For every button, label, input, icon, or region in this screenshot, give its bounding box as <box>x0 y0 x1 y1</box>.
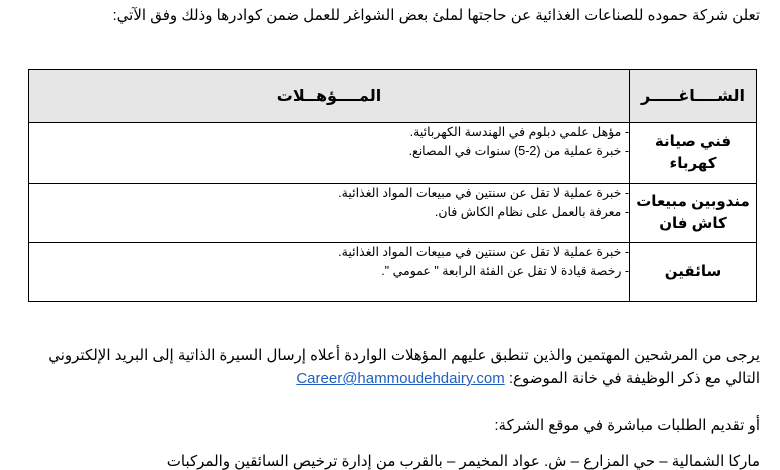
header-qualifications: المــــؤهــلات <box>29 70 630 123</box>
apply-line <box>20 367 760 390</box>
job-title-line: كاش فان <box>659 215 727 232</box>
table-row <box>29 123 757 184</box>
qualification-item: - مؤهل علمي دبلوم في الهندسة الكهربائية. <box>409 125 629 139</box>
job-title-line: سائقين <box>664 263 722 280</box>
qualification-item: - خبرة عملية لا تقل عن سنتين في مبيعات المواد الغذائية. <box>338 245 629 259</box>
job-title <box>630 184 757 243</box>
company-address: ماركا الشمالية – حي المزارع – ش. عواد المخيمر – بالقرب من إدارة ترخيص السائقين والمركبات <box>166 453 760 470</box>
job-title <box>630 243 757 302</box>
direct-apply-text: أو تقديم الطلبات مباشرة في موقع الشركة: <box>494 417 760 434</box>
job-qualifications <box>29 123 630 184</box>
job-qualifications <box>29 243 630 302</box>
job-title-line: كهرباء <box>669 155 717 172</box>
header-title: الشــــاغـــــر <box>630 70 757 123</box>
qualification-item: - خبرة عملية من (2-5) سنوات في المصانع. <box>408 144 629 158</box>
email-link[interactable]: Career@hammoudehdairy.com <box>296 370 505 387</box>
job-title-line: فني صيانة <box>654 133 732 150</box>
table-row <box>29 184 757 243</box>
apply-line: يرجى من المرشحين المهتمين والذين تنطبق عليهم المؤهلات الواردة أعلاه إرسال السيرة الذاتية إلى البريد الإلكتروني <box>48 347 760 364</box>
intro-text: تعلن شركة حموده للصناعات الغذائية عن حاجتها لملئ بعض الشواغر للعمل ضمن كوادرها وذلك وفق الآتي: <box>112 7 760 24</box>
job-title <box>630 123 757 184</box>
qualification-item: - معرفة بالعمل على نظام الكاش فان. <box>434 205 629 219</box>
qualification-item: - خبرة عملية لا تقل عن سنتين في مبيعات المواد الغذائية. <box>338 186 629 200</box>
jobs-table <box>28 69 757 302</box>
job-qualifications <box>29 184 630 243</box>
table-header-row <box>29 70 757 123</box>
apply-line-text: التالي مع ذكر الوظيفة في خانة الموضوع: <box>508 370 760 387</box>
table-row <box>29 243 757 302</box>
job-title-line: مندوبين مبيعات <box>636 193 750 210</box>
apply-instructions <box>20 344 760 390</box>
qualification-item: - رخصة قيادة لا تقل عن الفئة الرابعة " عمومي ". <box>381 264 629 278</box>
